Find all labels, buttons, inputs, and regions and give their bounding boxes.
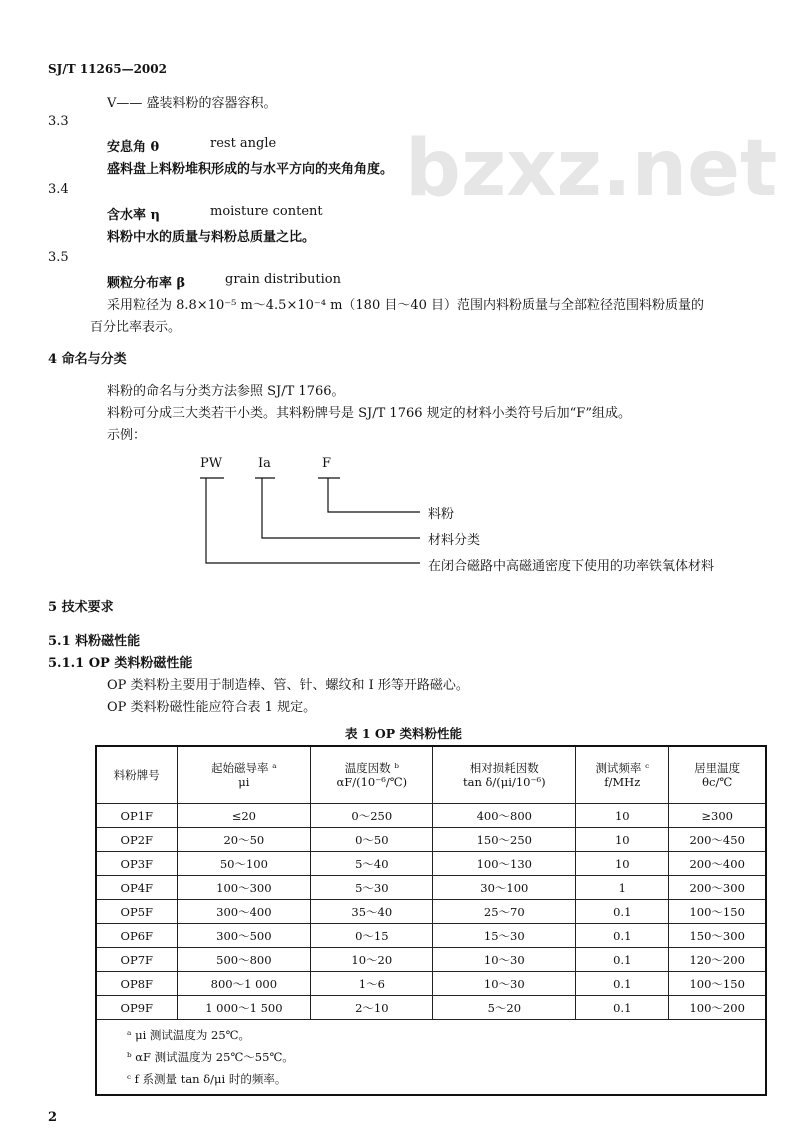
section-4-p3: 示例： bbox=[107, 428, 147, 443]
table-row bbox=[96, 948, 766, 972]
header-line: αF/(10⁻⁶/℃) bbox=[336, 775, 408, 789]
table-cell: 100～150 bbox=[669, 972, 766, 996]
table-row bbox=[96, 876, 766, 900]
table-footnotes bbox=[96, 1020, 766, 1096]
table-caption: 表 1 OP 类料粉性能 bbox=[345, 726, 463, 741]
table-row bbox=[96, 828, 766, 852]
moisture-definition: 料粉中水的质量与料粉总质量之比。 bbox=[107, 230, 316, 245]
table-cell: OP8F bbox=[96, 972, 177, 996]
term-moisture-en: moisture content bbox=[210, 204, 323, 219]
footnotes-cell bbox=[96, 1020, 766, 1096]
footnote: ᵇ αF 测试温度为 25℃～55℃。 bbox=[127, 1050, 294, 1064]
table-cell: 100～200 bbox=[669, 996, 766, 1020]
table-cell: 100～150 bbox=[669, 900, 766, 924]
table-cell: 15～30 bbox=[433, 924, 576, 948]
table-cell: 5～20 bbox=[433, 996, 576, 1020]
section-5-1-title: 5.1 料粉磁性能 bbox=[48, 634, 141, 649]
table-cell: 800～1 000 bbox=[177, 972, 311, 996]
table-cell: 150～250 bbox=[433, 828, 576, 852]
diagram-code-pw: PW bbox=[200, 456, 223, 471]
section-4-p2: 料粉可分成三大类若干小类。其料粉牌号是 SJ/T 1766 规定的材料小类符号后加“F”组成。 bbox=[107, 406, 631, 421]
diagram-label-powder: 料粉 bbox=[428, 507, 455, 522]
table-cell: 100～130 bbox=[433, 852, 576, 876]
table-cell: OP6F bbox=[96, 924, 177, 948]
table-cell: 1 bbox=[576, 876, 669, 900]
table-row bbox=[96, 900, 766, 924]
diagram-label-material-class: 材料分类 bbox=[428, 533, 481, 548]
table-cell: 0.1 bbox=[576, 996, 669, 1020]
table-cell: OP9F bbox=[96, 996, 177, 1020]
table-header-cell bbox=[177, 746, 311, 804]
table-cell: OP3F bbox=[96, 852, 177, 876]
header-line: 居里温度 bbox=[694, 761, 741, 775]
footnote: ᵃ μi 测试温度为 25℃。 bbox=[127, 1028, 251, 1042]
table-cell: OP7F bbox=[96, 948, 177, 972]
table-cell: 30～100 bbox=[433, 876, 576, 900]
section-4-p1: 料粉的命名与分类方法参照 SJ/T 1766。 bbox=[107, 384, 345, 399]
table-header-cell bbox=[669, 746, 766, 804]
table-cell: 10～30 bbox=[433, 972, 576, 996]
table-cell: 0.1 bbox=[576, 972, 669, 996]
table-cell: 10 bbox=[576, 852, 669, 876]
table-cell: 2～10 bbox=[311, 996, 433, 1020]
table-cell: 10 bbox=[576, 804, 669, 828]
table-cell: OP4F bbox=[96, 876, 177, 900]
table-cell: 200～400 bbox=[669, 852, 766, 876]
table-row bbox=[96, 924, 766, 948]
term-moisture: 含水率 η bbox=[107, 208, 160, 223]
table-cell: 400～800 bbox=[433, 804, 576, 828]
table-cell: 5～40 bbox=[311, 852, 433, 876]
table-cell: 100～300 bbox=[177, 876, 311, 900]
page-number: 2 bbox=[48, 1110, 58, 1125]
table-cell: OP1F bbox=[96, 804, 177, 828]
table-cell: 10 bbox=[576, 828, 669, 852]
term-rest-angle: 安息角 θ bbox=[107, 140, 160, 155]
table-cell: OP2F bbox=[96, 828, 177, 852]
table-cell: 0.1 bbox=[576, 924, 669, 948]
table-cell: 1 000～1 500 bbox=[177, 996, 311, 1020]
section-3-5-number: 3.5 bbox=[48, 250, 69, 265]
standard-header: SJ/T 11265—2002 bbox=[48, 62, 167, 76]
header-line: tan δ/(μi/10⁻⁶) bbox=[462, 775, 546, 789]
section-5-1-1-p2: OP 类料粉磁性能应符合表 1 规定。 bbox=[107, 700, 317, 715]
term-rest-angle-en: rest angle bbox=[210, 136, 277, 151]
grain-definition-2: 百分比率表示。 bbox=[90, 320, 182, 335]
table-cell: ≥300 bbox=[669, 804, 766, 828]
header-line: μi bbox=[238, 775, 250, 789]
table-cell: 5～30 bbox=[311, 876, 433, 900]
section-5-1-1-title: 5.1.1 OP 类料粉磁性能 bbox=[48, 656, 193, 671]
table-cell: 0～250 bbox=[311, 804, 433, 828]
table-cell: 20～50 bbox=[177, 828, 311, 852]
grain-definition-1: 采用粒径为 8.8×10⁻⁵ m～4.5×10⁻⁴ m（180 目～40 目）范围内料粉质量与全部粒径范围料粉质量的 bbox=[107, 298, 705, 313]
table-cell: 300～500 bbox=[177, 924, 311, 948]
watermark: bzxz.net bbox=[405, 124, 778, 214]
table-cell: 25～70 bbox=[433, 900, 576, 924]
header-line: f/MHz bbox=[604, 775, 641, 789]
table-cell: 200～450 bbox=[669, 828, 766, 852]
diagram-label-description: 在闭合磁路中高磁通密度下使用的功率铁氧体材料 bbox=[428, 559, 715, 574]
header-line: 料粉牌号 bbox=[113, 768, 160, 782]
header-line: 测试频率 ᶜ bbox=[595, 761, 650, 775]
table-cell: 0～50 bbox=[311, 828, 433, 852]
table-cell: 0.1 bbox=[576, 900, 669, 924]
table-cell: 0.1 bbox=[576, 948, 669, 972]
table-header-cell bbox=[96, 746, 177, 804]
table-row bbox=[96, 804, 766, 828]
v-definition: V—— 盛装料粉的容器容积。 bbox=[107, 96, 277, 111]
term-grain: 颗粒分布率 β bbox=[107, 276, 186, 291]
table-cell: 10～30 bbox=[433, 948, 576, 972]
section-4-title: 4 命名与分类 bbox=[48, 352, 127, 367]
table-cell: 35～40 bbox=[311, 900, 433, 924]
section-5-1-1-p1: OP 类料粉主要用于制造棒、管、针、螺纹和 I 形等开路磁心。 bbox=[107, 678, 469, 693]
rest-angle-definition: 盛料盘上料粉堆积形成的与水平方向的夹角角度。 bbox=[107, 162, 394, 177]
table-header-cell bbox=[311, 746, 433, 804]
section-3-4-number: 3.4 bbox=[48, 182, 69, 197]
header-line: 起始磁导率 ᵃ bbox=[211, 761, 277, 775]
table-cell: OP5F bbox=[96, 900, 177, 924]
table-cell: 0～15 bbox=[311, 924, 433, 948]
header-line: θc/℃ bbox=[702, 775, 733, 789]
table-cell: 120～200 bbox=[669, 948, 766, 972]
table-row bbox=[96, 996, 766, 1020]
term-grain-en: grain distribution bbox=[225, 272, 341, 287]
table-cell: 1～6 bbox=[311, 972, 433, 996]
table-cell: 150～300 bbox=[669, 924, 766, 948]
section-3-3-number: 3.3 bbox=[48, 114, 69, 129]
section-5-title: 5 技术要求 bbox=[48, 600, 114, 615]
header-line: 温度因数 ᵇ bbox=[344, 761, 399, 775]
table-row bbox=[96, 972, 766, 996]
table-cell: 10～20 bbox=[311, 948, 433, 972]
table-cell: 200～300 bbox=[669, 876, 766, 900]
table-header-cell bbox=[576, 746, 669, 804]
header-line: 相对损耗因数 bbox=[469, 761, 539, 775]
table-header-cell bbox=[433, 746, 576, 804]
table-cell: 300～400 bbox=[177, 900, 311, 924]
footnote: ᶜ f 系测量 tan δ/μi 时的频率。 bbox=[127, 1072, 287, 1086]
op-powder-table bbox=[95, 745, 767, 1096]
table-row bbox=[96, 852, 766, 876]
diagram-code-f: F bbox=[322, 456, 332, 471]
table-cell: ≤20 bbox=[177, 804, 311, 828]
table-cell: 50～100 bbox=[177, 852, 311, 876]
diagram-code-ia: Ia bbox=[258, 456, 271, 471]
table-cell: 500～800 bbox=[177, 948, 311, 972]
